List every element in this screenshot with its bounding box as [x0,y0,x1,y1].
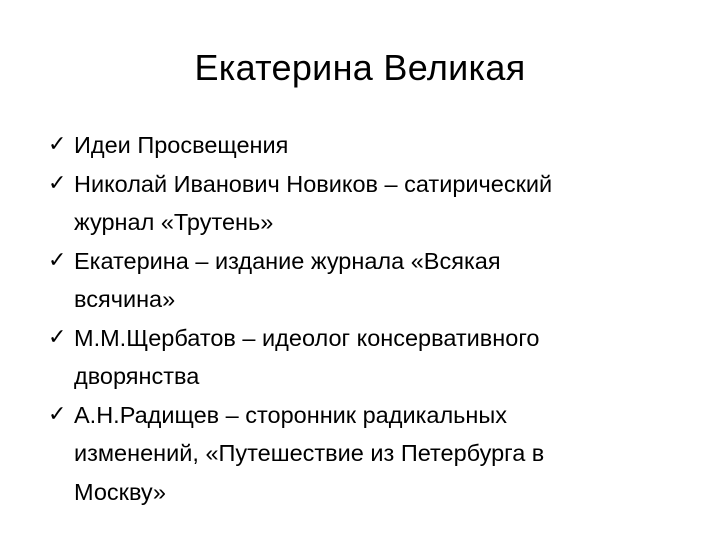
bullet-text-line: Николай Иванович Новиков – сатирический [74,170,553,197]
checkmark-icon: ✓ [48,132,67,157]
checkmark-icon: ✓ [48,401,67,427]
bullet-text-line: дворянства [74,363,200,389]
bullet-text-line: А.Н.Радищев – сторонник радикальных [74,401,508,428]
checkmark-icon: ✓ [48,247,67,273]
bullet-item [48,319,688,396]
slide-title: Екатерина Великая [194,47,526,88]
bullet-item [48,165,688,242]
bullet-item [48,396,688,512]
checkmark-icon: ✓ [48,170,67,196]
checkmark-icon: ✓ [48,324,67,350]
bullet-text-line: Москву» [74,478,166,505]
bullet-item [48,126,688,165]
bullet-text-line: Идеи Просвещения [74,132,289,158]
bullet-text-line: М.М.Щербатов – идеолог консервативного [74,324,540,351]
bullet-item [48,242,688,319]
bullet-text-line: Екатерина – издание журнала «Всякая [74,247,501,274]
bullet-text-line: изменений, «Путешествие из Петербурга в [74,440,545,466]
bullet-text-line: журнал «Трутень» [74,209,274,235]
bullet-text-line: всячина» [74,286,176,312]
bullet-list [48,126,688,511]
